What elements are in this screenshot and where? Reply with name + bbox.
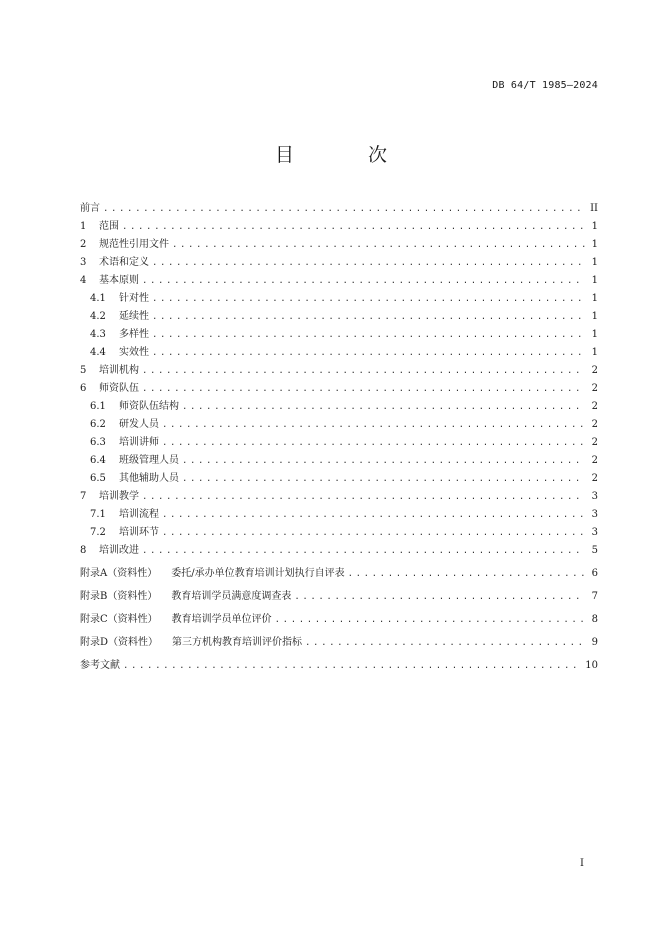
toc-entry-number: 4.3 (90, 329, 106, 340)
page-title: 目 次 (274, 144, 422, 166)
toc-leader-dots (142, 363, 585, 380)
toc-leader-dots (152, 255, 585, 272)
toc-entry[interactable] (80, 470, 598, 488)
toc-entry-label: 术语和定义 (99, 257, 149, 268)
toc-leader-dots (182, 453, 585, 470)
toc-leader-dots (152, 345, 585, 362)
toc-leader-dots (103, 201, 585, 218)
toc-leader-dots (162, 435, 585, 452)
toc-leader-dots (142, 489, 585, 506)
toc-entry-page: 8 (591, 614, 598, 625)
toc-entry-label: 师资队伍 (99, 383, 139, 394)
toc-entry-page: 5 (591, 545, 598, 556)
toc-entry[interactable] (80, 565, 598, 583)
toc-entry-number: 8 (80, 545, 87, 556)
toc-leader-dots (142, 273, 585, 290)
toc-entry[interactable] (80, 380, 598, 398)
toc-entry-label: 前言 (80, 203, 100, 214)
toc-entry[interactable] (80, 200, 598, 218)
toc-entry-page: 1 (591, 257, 598, 268)
toc-leader-dots (152, 309, 585, 326)
toc-entry-page: 2 (591, 419, 598, 430)
toc-entry[interactable] (80, 290, 598, 308)
toc-entry-label: 班级管理人员 (119, 455, 179, 466)
table-of-contents (80, 200, 598, 675)
toc-entry[interactable] (80, 398, 598, 416)
toc-entry-page: 2 (591, 473, 598, 484)
page-number: I (580, 858, 584, 869)
toc-entry-page: 1 (591, 347, 598, 358)
toc-leader-dots (142, 543, 585, 560)
toc-leader-dots (348, 566, 585, 583)
toc-entry-label: 教育培训学员满意度调查表 (171, 591, 292, 602)
toc-entry-number: 7.2 (90, 527, 106, 538)
toc-entry-page: 6 (591, 568, 598, 579)
toc-entry[interactable] (80, 524, 598, 542)
toc-entry-page: 2 (591, 383, 598, 394)
toc-entry[interactable] (80, 588, 598, 606)
toc-entry-label: 参考文献 (80, 660, 120, 671)
toc-entry-page: 1 (591, 275, 598, 286)
toc-leader-dots (122, 219, 585, 236)
toc-entry-label: 范围 (99, 221, 119, 232)
toc-entry-page: 3 (591, 491, 598, 502)
standard-number: DB 64/T 1985—2024 (492, 80, 598, 91)
toc-entry-page: 1 (591, 239, 598, 250)
toc-entry[interactable] (80, 362, 598, 380)
toc-appendix-tag: 附录B（资料性） (80, 591, 158, 602)
toc-entry-label: 第三方机构教育培训评价指标 (172, 637, 303, 648)
toc-entry-page: 1 (591, 329, 598, 340)
toc-entry-page: 2 (591, 455, 598, 466)
toc-appendix-tag: 附录C（资料性） (80, 614, 158, 625)
toc-entry-page: II (590, 203, 598, 214)
toc-entry-label: 实效性 (119, 347, 149, 358)
toc-leader-dots (162, 417, 585, 434)
toc-entry-label: 针对性 (119, 293, 149, 304)
toc-entry-label: 师资队伍结构 (119, 401, 179, 412)
toc-entry-number: 6.5 (90, 473, 106, 484)
toc-leader-dots (182, 399, 585, 416)
toc-leader-dots (162, 507, 585, 524)
toc-entry[interactable] (80, 272, 598, 290)
toc-entry-page: 1 (591, 221, 598, 232)
toc-entry-number: 6.4 (90, 455, 106, 466)
toc-entry-number: 4.4 (90, 347, 106, 358)
toc-entry-label: 规范性引用文件 (99, 239, 169, 250)
toc-entry-number: 3 (80, 257, 87, 268)
toc-entry-label: 其他辅助人员 (119, 473, 179, 484)
toc-entry[interactable] (80, 434, 598, 452)
toc-leader-dots (123, 658, 582, 675)
toc-appendix-tag: 附录A（资料性） (80, 568, 158, 579)
toc-entry-label: 培训机构 (99, 365, 139, 376)
toc-entry-number: 7.1 (90, 509, 106, 520)
toc-entry-page: 2 (591, 437, 598, 448)
toc-leader-dots (182, 471, 585, 488)
toc-appendix-tag: 附录D（资料性） (80, 637, 159, 648)
toc-entry-number: 6 (80, 383, 87, 394)
toc-entry-label: 培训教学 (99, 491, 139, 502)
toc-entry-label: 研发人员 (119, 419, 159, 430)
toc-leader-dots (152, 291, 585, 308)
toc-entry[interactable] (80, 657, 598, 675)
toc-entry-page: 1 (591, 311, 598, 322)
toc-entry-label: 教育培训学员单位评价 (171, 614, 272, 625)
toc-entry[interactable] (80, 236, 598, 254)
toc-entry-number: 7 (80, 491, 87, 502)
toc-entry-page: 3 (591, 509, 598, 520)
toc-entry-page: 3 (591, 527, 598, 538)
toc-leader-dots (142, 381, 585, 398)
toc-entry-label: 基本原则 (99, 275, 139, 286)
toc-entry-label: 多样性 (119, 329, 149, 340)
toc-entry[interactable] (80, 611, 598, 629)
toc-leader-dots (305, 635, 585, 652)
toc-entry-number: 6.1 (90, 401, 106, 412)
toc-entry[interactable] (80, 452, 598, 470)
toc-entry[interactable] (80, 488, 598, 506)
toc-entry-page: 2 (591, 365, 598, 376)
toc-entry-label: 延续性 (119, 311, 149, 322)
toc-entry-number: 6.3 (90, 437, 106, 448)
toc-entry[interactable] (80, 254, 598, 272)
toc-entry-number: 2 (80, 239, 87, 250)
toc-entry[interactable] (80, 416, 598, 434)
toc-entry[interactable] (80, 326, 598, 344)
toc-entry[interactable] (80, 218, 598, 236)
toc-leader-dots (275, 612, 585, 629)
toc-entry-label: 委托/承办单位教育培训计划执行自评表 (171, 568, 345, 579)
toc-entry-number: 4.1 (90, 293, 106, 304)
toc-entry[interactable] (80, 634, 598, 652)
toc-entry-label: 培训改进 (99, 545, 139, 556)
toc-entry[interactable] (80, 542, 598, 560)
toc-entry[interactable] (80, 506, 598, 524)
toc-entry-page: 2 (591, 401, 598, 412)
toc-entry-label: 培训讲师 (119, 437, 159, 448)
toc-leader-dots (162, 525, 585, 542)
toc-entry-page: 7 (591, 591, 598, 602)
toc-entry-page: 10 (585, 660, 598, 671)
toc-entry-number: 5 (80, 365, 87, 376)
toc-entry-page: 9 (591, 637, 598, 648)
toc-entry[interactable] (80, 344, 598, 362)
toc-entry-page: 1 (591, 293, 598, 304)
toc-leader-dots (172, 237, 585, 254)
toc-leader-dots (294, 589, 585, 606)
toc-entry[interactable] (80, 308, 598, 326)
toc-entry-number: 6.2 (90, 419, 106, 430)
toc-entry-label: 培训流程 (119, 509, 159, 520)
toc-entry-number: 1 (80, 221, 87, 232)
toc-entry-number: 4 (80, 275, 87, 286)
toc-entry-label: 培训环节 (119, 527, 159, 538)
toc-entry-number: 4.2 (90, 311, 106, 322)
toc-leader-dots (152, 327, 585, 344)
